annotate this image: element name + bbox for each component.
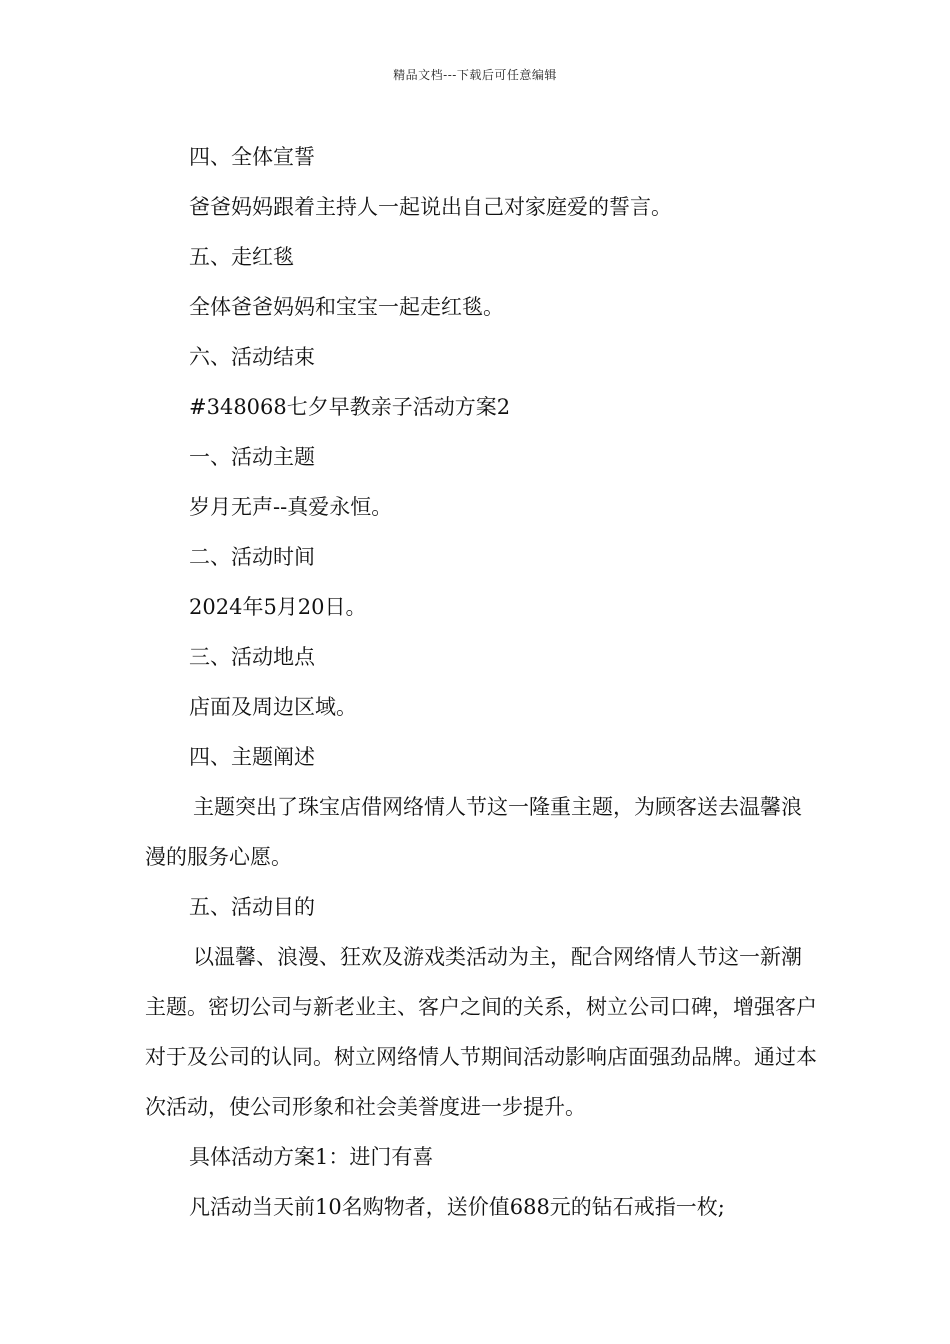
paragraph-red-carpet: 全体爸爸妈妈和宝宝一起走红毯。 <box>189 295 504 319</box>
heading-theme-description: 四、主题阐述 <box>189 745 315 769</box>
section-title-plan-2: #348068七夕早教亲子活动方案2 <box>189 395 511 419</box>
heading-time: 二、活动时间 <box>189 545 315 569</box>
heading-oath: 四、全体宣誓 <box>189 145 315 169</box>
paragraph-time: 2024年5月20日。 <box>189 595 367 619</box>
heading-goal: 五、活动目的 <box>189 895 315 919</box>
paragraph-location: 店面及周边区域。 <box>189 695 357 719</box>
heading-location: 三、活动地点 <box>189 645 315 669</box>
paragraph-theme: 岁月无声--真爱永恒。 <box>189 495 393 519</box>
heading-theme: 一、活动主题 <box>189 445 315 469</box>
heading-plan-1: 具体活动方案1：进门有喜 <box>189 1145 434 1169</box>
heading-red-carpet: 五、走红毯 <box>189 245 294 269</box>
paragraph-theme-description: 主题突出了珠宝店借网络情人节这一隆重主题，为顾客送去温馨浪漫的服务心愿。 <box>145 795 802 869</box>
page-header: 精品文档---下载后可任意编辑 <box>393 68 557 82</box>
paragraph-plan-1: 凡活动当天前10名购物者，送价值688元的钻石戒指一枚; <box>189 1195 725 1219</box>
paragraph-oath: 爸爸妈妈跟着主持人一起说出自己对家庭爱的誓言。 <box>189 195 672 219</box>
document-body <box>145 132 825 1232</box>
heading-activity-end: 六、活动结束 <box>189 345 315 369</box>
paragraph-goal: 以温馨、浪漫、狂欢及游戏类活动为主，配合网络情人节这一新潮主题。密切公司与新老业主、客户之间的关系，树立公司口碑，增强客户对于及公司的认同。树立网络情人节期间活动影响店面强劲品牌。通过本次活动，使公司形象和社会美誉度进一步提升。 <box>145 945 817 1119</box>
